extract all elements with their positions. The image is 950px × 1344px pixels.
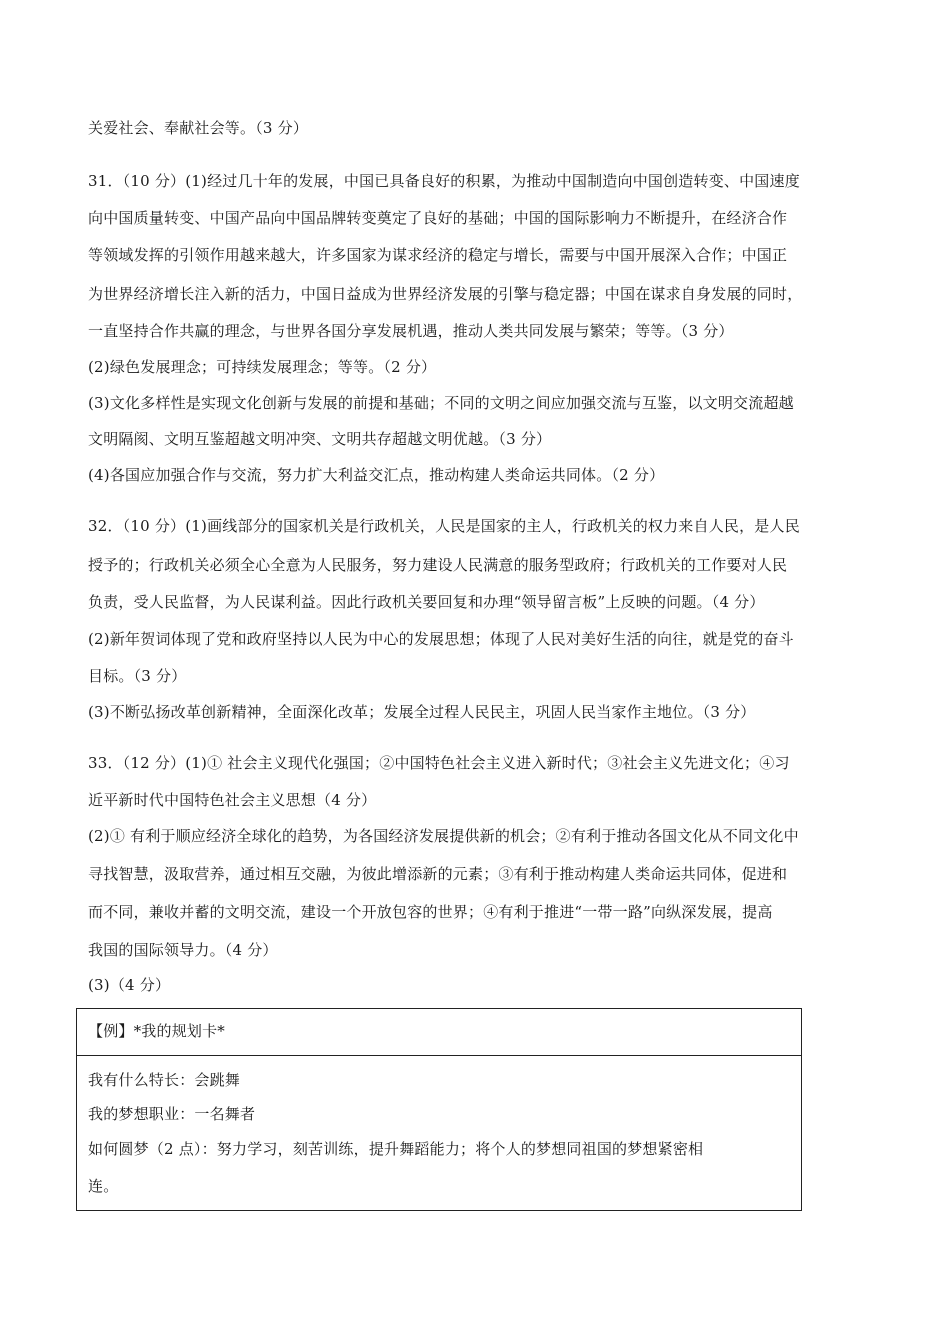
text-line: 为世界经济增长注入新的活力，中国日益成为世界经济发展的引擎与稳定器；中国在谋求自身发展的同时，: [88, 285, 803, 303]
text-line: 负责，受人民监督，为人民谋利益。因此行政机关要回复和办理“领导留言板”上反映的问题。（4 分）: [88, 593, 765, 611]
text-line: 而不同，兼收并蓄的文明交流，建设一个开放包容的世界；④有利于推进“一带一路”向纵深发展，提高: [88, 903, 773, 921]
text-line: 近平新时代中国特色社会主义思想（4 分）: [88, 791, 377, 809]
text-line: 授予的；行政机关必须全心全意为人民服务，努力建设人民满意的服务型政府；行政机关的工作要对人民: [88, 556, 788, 574]
planning-card: [76, 1008, 802, 1211]
text-line: 我国的国际领导力。（4 分）: [88, 941, 278, 959]
planning-card-row: 我有什么特长：会跳舞: [88, 1071, 241, 1089]
planning-card-title: 【例】*我的规划卡*: [88, 1022, 226, 1040]
text-line: (2)① 有利于顺应经济全球化的趋势，为各国经济发展提供新的机会；②有利于推动各国文化从不同文化中: [88, 827, 799, 845]
text-line: (3)不断弘扬改革创新精神，全面深化改革；发展全过程人民民主，巩固人民当家作主地位。（3 分）: [88, 703, 756, 721]
text-line: (2)新年贺词体现了党和政府坚持以人民为中心的发展思想；体现了人民对美好生活的向往，就是党的奋斗: [88, 630, 794, 648]
text-line: 等领域发挥的引领作用越来越大，许多国家为谋求经济的稳定与增长，需要与中国开展深入合作；中国正: [88, 246, 788, 264]
planning-card-row: 我的梦想职业：一名舞者: [88, 1105, 256, 1123]
planning-card-header: [77, 1009, 801, 1056]
question-31-line: 31．（10 分）(1)经过几十年的发展，中国已具备良好的积累，为推动中国制造向中国创造转变、中国速度: [88, 172, 800, 190]
text-line: 关爱社会、奉献社会等。（3 分）: [88, 119, 309, 137]
question-32-line: 32．（10 分）(1)画线部分的国家机关是行政机关，人民是国家的主人，行政机关的权力来自人民，是人民: [88, 517, 800, 535]
planning-card-row: 连。: [88, 1177, 119, 1195]
text-line: (3)文化多样性是实现文化创新与发展的前提和基础；不同的文明之间应加强交流与互鉴，以文明交流超越: [88, 394, 794, 412]
planning-card-row: 如何圆梦（2 点）：努力学习，刻苦训练，提升舞蹈能力；将个人的梦想同祖国的梦想紧密相: [88, 1140, 704, 1158]
text-line: (2)绿色发展理念；可持续发展理念；等等。（2 分）: [88, 358, 437, 376]
text-line: (3)（4 分）: [88, 976, 171, 994]
text-line: 文明隔阂、文明互鉴超越文明冲突、文明共存超越文明优越。（3 分）: [88, 430, 552, 448]
text-line: 目标。（3 分）: [88, 667, 187, 685]
text-line: 一直坚持合作共赢的理念，与世界各国分享发展机遇，推动人类共同发展与繁荣；等等。（3 分）: [88, 322, 734, 340]
text-line: 向中国质量转变、中国产品向中国品牌转变奠定了良好的基础；中国的国际影响力不断提升，在经济合作: [88, 209, 788, 227]
text-line: (4)各国应加强合作与交流，努力扩大利益交汇点，推动构建人类命运共同体。（2 分）: [88, 466, 665, 484]
question-33-line: 33．（12 分）(1)① 社会主义现代化强国；②中国特色社会主义进入新时代；③社会主义先进文化；④习: [88, 754, 790, 772]
text-line: 寻找智慧，汲取营养，通过相互交融，为彼此增添新的元素；③有利于推动构建人类命运共同体，促进和: [88, 865, 788, 883]
